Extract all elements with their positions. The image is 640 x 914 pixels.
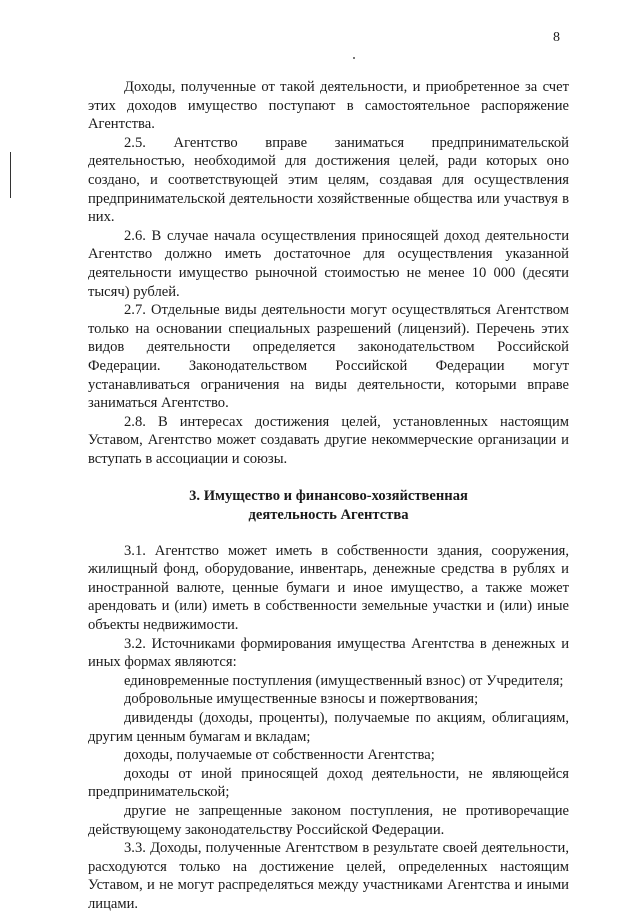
- section-3-heading-line2: деятельность Агентства: [248, 507, 409, 524]
- section-3-heading: [88, 487, 569, 524]
- section-3-heading-line1: 3. Имущество и финансово-хозяйственная: [189, 488, 468, 505]
- source-item-other-income: доходы от иной приносящей доход деятельности, не являющейся предпринимательской;: [88, 765, 569, 801]
- paragraph-2-7: 2.7. Отдельные виды деятельности могут осуществляться Агентством только на основании специальных разрешений (лицензий). Перечень этих видов деятельности определяется законодательством Российской Федерации. Законодательством Российской Федерации могут устанавливаться ограничения на виды деятельности, которыми вправе заниматься Агентство.: [88, 302, 569, 412]
- paragraph-3-1: 3.1. Агентство может иметь в собственности здания, сооружения, жилищный фонд, оборудование, инвентарь, денежные средства в рублях и иностранной валюте, ценные бумаги и иное имущество, а также может арендовать и (или) иметь в собственности земельные участки и (или) иные объекты недвижимости.: [88, 542, 569, 634]
- source-item-other-receipts: другие не запрещенные законом поступления, не противоречащие действующему законодательству Российской Федерации.: [88, 802, 569, 838]
- paragraph-2-5: 2.5. Агентство вправе заниматься предпринимательской деятельностью, необходимой для достижения целей, ради которых оно создано, и соответствующей этим целям, создавая для осуществления предпринимательской деятельности хозяйственные общества или участвуя в них.: [88, 134, 569, 226]
- source-item-property-income: доходы, получаемые от собственности Агентства;: [124, 747, 435, 764]
- paragraph-3-3: 3.3. Доходы, полученные Агентством в результате своей деятельности, расходуются только на достижение целей, определенных настоящим Уставом, и не могут распределяться между участниками Агентства и иными лицами.: [88, 840, 569, 912]
- margin-bar-mark: [10, 152, 11, 198]
- paragraph-2-6: 2.6. В случае начала осуществления приносящей доход деятельности Агентство должно иметь достаточное для осуществления указанной деятельности имущество рыночной стоимостью не менее 10 000 (десяти тысяч) рублей.: [88, 227, 569, 300]
- paragraph-2-8: 2.8. В интересах достижения целей, установленных настоящим Уставом, Агентство может создавать другие некоммерческие организации и вступать в ассоциации и союзы.: [88, 413, 569, 467]
- document-body: [88, 78, 569, 914]
- source-item-dividends: дивиденды (доходы, проценты), получаемые по акциям, облигациям, другим ценным бумагам и вкладам;: [88, 710, 569, 745]
- paragraph-3-2: 3.2. Источниками формирования имущества Агентства в денежных и иных формах являются:: [88, 635, 569, 671]
- scan-dot-mark: [353, 57, 355, 59]
- page-number: 8: [553, 30, 560, 45]
- paragraph-income-disposal: Доходы, полученные от такой деятельности, и приобретенное за счет этих доходов имущество поступают в самостоятельное распоряжение Агентства.: [88, 79, 569, 133]
- source-item-founder-contribution: единовременные поступления (имущественный взнос) от Учредителя;: [124, 672, 564, 689]
- source-item-donations: добровольные имущественные взносы и пожертвования;: [124, 691, 479, 708]
